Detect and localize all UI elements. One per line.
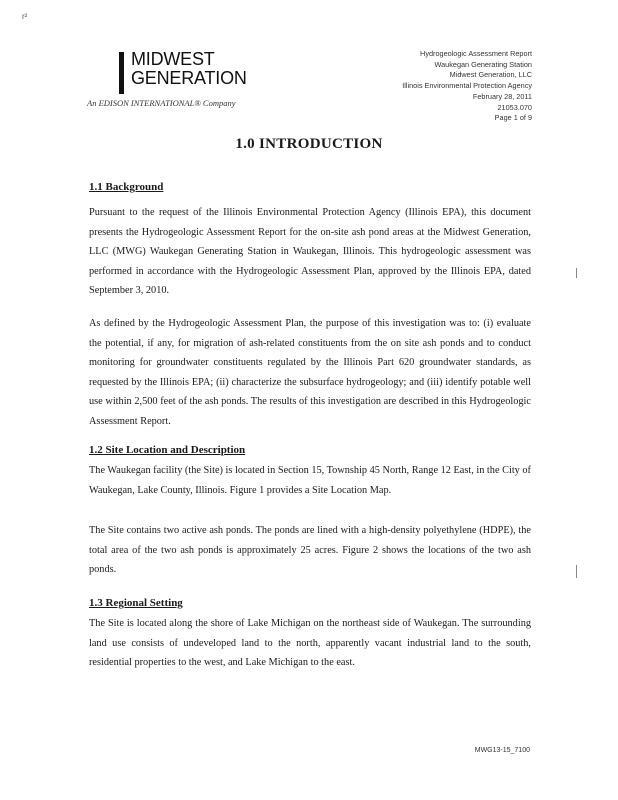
header-page-number: Page 1 of 9 — [494, 113, 532, 123]
logo-bar-icon — [119, 52, 124, 94]
background-paragraph-2: As defined by the Hydrogeologic Assessment Plan, the purpose of this investigation was to: (i) evaluate the potential, if any, for migration of ash-related constituents from the on site ash ponds and to conduct monitoring for groundwater constituents regulated by the Illinois Part 620 groundwater standards, as requested by the Illinois EPA; (ii) characterize the subsurface hydrogeology; and (iii) identify potable well use within 2,500 feet of the ash ponds. The results of this investigation are described in this Hydrogeologic Assessment Report. — [89, 318, 531, 427]
section-heading-regional-setting: 1.3 Regional Setting — [89, 597, 183, 609]
logo-name-line2: GENERATION — [131, 68, 247, 88]
logo-subtitle: An EDISON INTERNATIONAL® Company — [87, 98, 236, 108]
background-paragraph-1: Pursuant to the request of the Illinois Environmental Protection Agency (Illinois EPA), this document presents the Hydrogeologic Assessment Report for the on-site ash pond areas at the Midwest Generation, LLC (MWG) Waukegan Generating Station in Waukegan, Illinois. This hydrogeologic assessment was performed in accordance with the Hydrogeologic Assessment Plan, approved by the Illinois EPA, dated September 3, 2010. — [89, 207, 531, 297]
section-heading-site-location: 1.2 Site Location and Description — [89, 444, 246, 456]
section-heading-background: 1.1 Background — [89, 181, 164, 193]
report-header-info — [402, 49, 532, 124]
logo-name-line1: MIDWEST — [131, 49, 215, 69]
header-date: February 28, 2011 — [472, 91, 532, 101]
regional-setting-paragraph-1: The Site is located along the shore of Lake Michigan on the northeast side of Waukegan. The surrounding land use consists of undeveloped land to the north, apparently vacant industrial land to the south, residential properties to the west, and Lake Michigan to the east. — [89, 618, 531, 669]
bates-number: MWG13-15_7100 — [474, 747, 530, 754]
company-logo — [87, 50, 247, 110]
scan-mark: r² — [22, 12, 28, 21]
page-title: 1.0 INTRODUCTION — [235, 136, 383, 152]
margin-mark — [576, 268, 577, 278]
header-agency: Illinois Environmental Protection Agency — [402, 81, 532, 91]
header-station: Waukegan Generating Station — [434, 59, 532, 69]
header-project-number: 21053.070 — [497, 102, 532, 112]
site-location-paragraph-2: The Site contains two active ash ponds. The ponds are lined with a high-density polyethylene (HDPE), the total area of the two ash ponds is approximately 25 acres. Figure 2 shows the locations of the two ash ponds. — [89, 525, 531, 576]
logo-name — [131, 50, 247, 88]
header-report-title: Hydrogeologic Assessment Report — [420, 49, 532, 58]
margin-mark — [576, 565, 577, 578]
site-location-paragraph-1: The Waukegan facility (the Site) is located in Section 15, Township 45 North, Range 12 East, in the City of Waukegan, Lake County, Illinois. Figure 1 provides a Site Location Map. — [89, 465, 531, 496]
header-company: Midwest Generation, LLC — [449, 70, 532, 80]
